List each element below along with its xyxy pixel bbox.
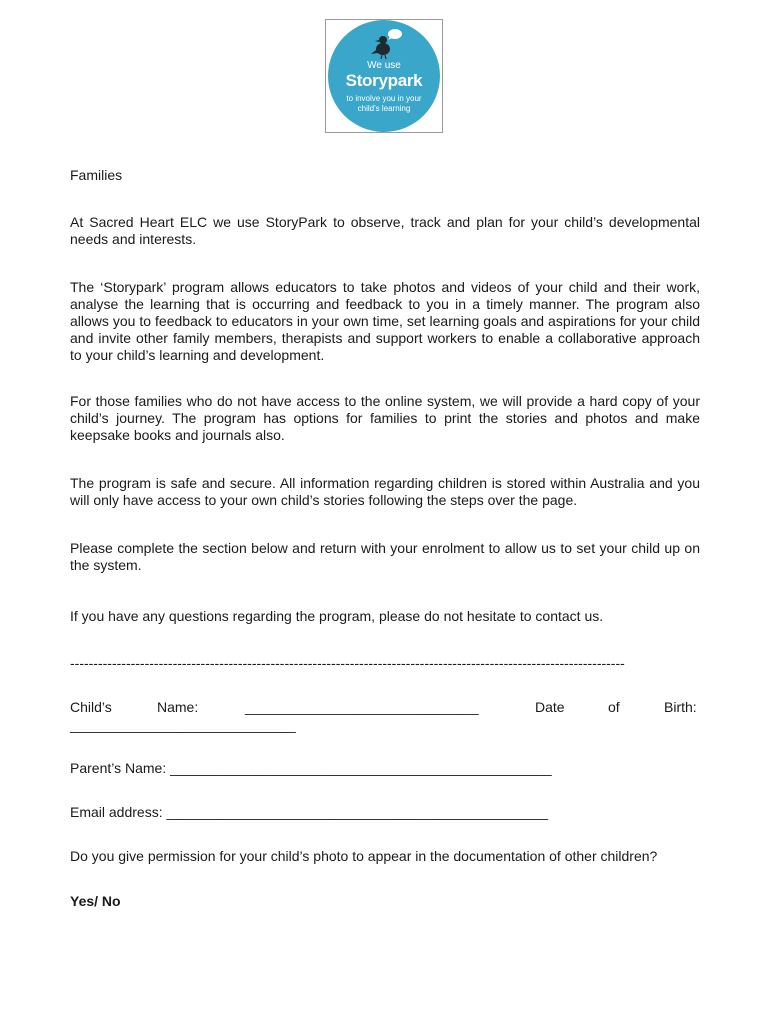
child-name-field[interactable]: ______________________________ <box>245 699 479 715</box>
permission-question: Do you give permission for your child’s photo to appear in the documentation of other children? <box>70 848 658 864</box>
parent-name-field[interactable]: _________________________________________________ <box>170 760 552 776</box>
paragraph-hard-copy: For those families who do not have access to the online system, we will provide a hard copy of your child’s journey. The program has options for families to print the stories and photos and make keepsake books and journals also. <box>70 393 700 443</box>
dob-field[interactable]: _____________________________ <box>70 717 296 733</box>
child-label-word1: Child’s <box>70 699 112 715</box>
child-label-word2: Name: <box>157 699 199 715</box>
logo-text-we-use: We use <box>367 60 401 71</box>
paragraph-intro: At Sacred Heart ELC we use StoryPark to observe, track and plan for your child’s developmental needs and interests. <box>70 214 700 247</box>
logo-circle <box>328 20 440 132</box>
email-row <box>70 804 700 821</box>
dob-label-word1: Date <box>535 699 565 715</box>
paragraph-complete: Please complete the section below and return with your enrolment to allow us to set your child up on the system. <box>70 540 700 573</box>
dob-label-word2: of <box>608 699 620 715</box>
cut-separator: ----------------------------------------------------------------------------------------------------------------------- <box>70 655 625 671</box>
paragraph-contact: If you have any questions regarding the program, please do not hesitate to contact us. <box>70 608 604 624</box>
logo-text-storypark: Storypark <box>345 71 423 90</box>
child-name-row <box>70 699 700 716</box>
heading-families: Families <box>70 167 123 183</box>
permission-answer[interactable]: Yes/ No <box>70 893 121 909</box>
parent-name-label: Parent’s Name: <box>70 760 167 776</box>
email-field[interactable]: _________________________________________________ <box>166 804 549 820</box>
logo-text-tagline: to involve you in your child's learning <box>346 94 422 113</box>
bird-icon <box>368 28 404 60</box>
parent-name-row <box>70 760 700 777</box>
dob-label-word3: Birth: <box>664 699 697 715</box>
storypark-logo <box>325 19 443 133</box>
paragraph-security: The program is safe and secure. All information regarding children is stored within Australia and you will only have access to your own child’s stories following the steps over the page. <box>70 475 700 508</box>
paragraph-program: The ‘Storypark’ program allows educators to take photos and videos of your child and their work, analyse the learning that is occurring and feedback to you in a timely manner. The program also allows you to feedback to educators in your own time, set learning goals and aspirations for your child and invite other family members, therapists and support workers to enable a collaborative approach to your child’s learning and development. <box>70 279 700 363</box>
email-label: Email address: <box>70 804 163 820</box>
